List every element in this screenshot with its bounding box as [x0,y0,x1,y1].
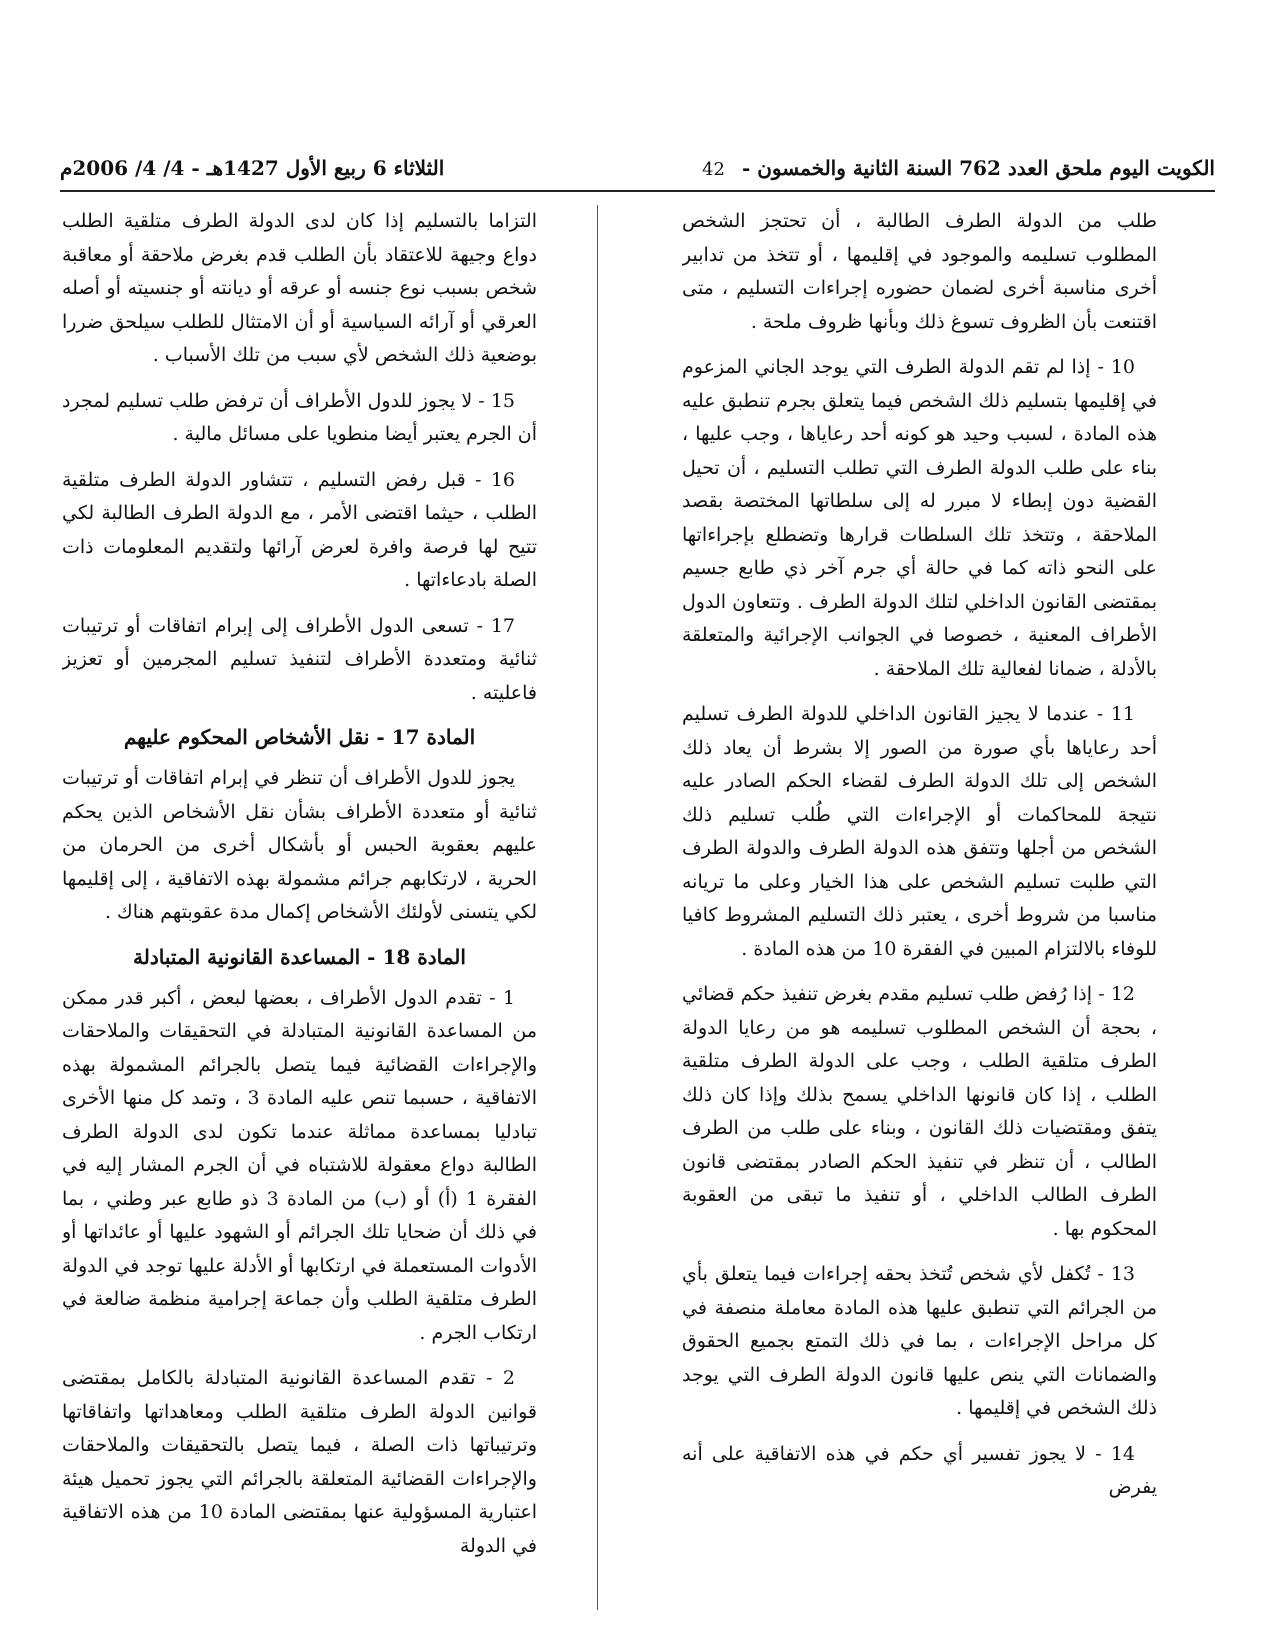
paragraph: 14 - لا يجوز تفسير أي حكم في هذه الاتفاقية على أنه يفرض [682,1442,1157,1498]
paragraph: يجوز للدول الأطراف أن تنظر في إبرام اتفاقات أو ترتيبات ثنائية أو متعددة الأطراف بشأن نقل الأشخاص الذين يحكم عليهم بعقوبة الحبس أو بأشكال أخرى من الحرمان من الحرية ، لارتكابهم جرائم مشمولة بهذه الاتفاقية ، إلى إقليمها لكي يتسنى لأولئك الأشخاص إكمال مدة عقوبتهم هناك . [62,767,537,923]
page-number: 42 [702,159,725,180]
paragraph: 15 - لا يجوز للدول الأطراف أن ترفض طلب تسليم لمجرد أن الجرم يعتبر أيضا منطويا على مسائل مالية . [62,389,537,445]
article-heading: المادة 18 - المساعدة القانونية المتبادلة [133,944,466,969]
header-publication-block [702,156,1215,180]
right-column [682,205,1157,1615]
column-divider [597,205,598,1610]
paragraph: طلب من الدولة الطرف الطالبة ، أن تحتجز الشخص المطلوب تسليمه والموجود في إقليمها ، أو تتخذ من تدابير أخرى مناسبة أخرى لضمان حضوره إجراءات التسليم ، متى اقتنعت بأن الظروف تسوغ ذلك وبأنها ظروف ملحة . [682,210,1157,333]
paragraph: 1 - تقدم الدول الأطراف ، بعضها لبعض ، أكبر قدر ممكن من المساعدة القانونية المتبادلة في التحقيقات والملاحقات والإجراءات القضائية فيما يتصل بالجرائم المشمولة بهذه الاتفاقية ، حسبما تنص عليه المادة 3 ، وتمد كل منها الأخرى تبادليا بمساعدة مماثلة عندما تكون لدى الدولة الطرف الطالبة دواع معقولة للاشتباه في أن الجرم المشار إليه في الفقرة 1 (أ) أو (ب) من المادة 3 ذو طابع عبر وطني ، بما في ذلك أن ضحايا تلك الجرائم أو الشهود عليها أو عائداتها أو الأدوات المستعملة في ارتكابها أو الأدلة عليها توجد في الدولة الطرف متلقية الطلب وأن جماعة إجرامية منظمة ضالعة في ارتكاب الجرم . [62,986,537,1344]
article-heading: المادة 17 - نقل الأشخاص المحكوم عليهم [123,725,476,749]
paragraph: 12 - إذا رُفض طلب تسليم مقدم بغرض تنفيذ حكم قضائي ، بحجة أن الشخص المطلوب تسليمه هو من رعايا الدولة الطرف متلقية الطلب ، وجب على الدولة الطرف متلقية الطلب ، إذا كان قانونها الداخلي يسمح بذلك وإذا كان ذلك يتفق ومقتضيات ذلك القانون ، وبناء على طلب من الطرف الطالب ، أن تنظر في تنفيذ الحكم الصادر بمقتضى قانون الطرف الطالب الداخلي ، أو تنفيذ ما تبقى من العقوبة المحكوم بها . [682,983,1157,1240]
header-publication: الكويت اليوم ملحق العدد 762 السنة الثانية والخمسون - [741,156,1215,180]
page-header [60,150,1215,192]
paragraph: التزاما بالتسليم إذا كان لدى الدولة الطرف متلقية الطلب دواع وجيهة للاعتقاد بأن الطلب قدم بغرض ملاحقة أو معاقبة شخص بسبب نوع جنسه أو عرقه أو ديانته أو جنسيته أو أصله العرقي أو آرائه السياسية أو أن الامتثال للطلب سيلحق ضررا بوضعية ذلك الشخص لأي سبب من تلك الأسباب . [62,210,537,366]
paragraph: 16 - قبل رفض التسليم ، تتشاور الدولة الطرف متلقية الطلب ، حيثما اقتضى الأمر ، مع الدولة الطرف الطالبة لكي تتيح لها فرصة وافرة لعرض آرائها ولتقديم المعلومات ذات الصلة بادعاءاتها . [62,468,537,591]
paragraph: 11 - عندما لا يجيز القانون الداخلي للدولة الطرف تسليم أحد رعاياها بأي صورة من الصور إلا بشرط أن يعاد ذلك الشخص إلى تلك الدولة الطرف لقضاء الحكم الصادر عليه نتيجة للمحاكمات أو الإجراءات التي طُلب تسليم ذلك الشخص من أجلها وتتفق هذه الدولة الطرف والدولة الطرف التي طلبت تسليم الشخص على هذا الخيار وعلى ما تريانه مناسبا من شروط أخرى ، يعتبر ذلك التسليم المشروط كافيا للوفاء بالالتزام المبين في الفقرة 10 من هذه المادة . [682,703,1157,960]
paragraph: 13 - تُكفل لأي شخص تُتخذ بحقه إجراءات فيما يتعلق بأي من الجرائم التي تنطبق عليها هذه المادة معاملة منصفة في كل مراحل الإجراءات ، بما في ذلك التمتع بجميع الحقوق والضمانات التي ينص عليها قانون الدولة الطرف التي يوجد ذلك الشخص في إقليمها . [682,1263,1157,1419]
header-date: الثلاثاء 6 ربيع الأول 1427هـ - 4/ 4/ 2006م [60,156,445,180]
paragraph: 10 - إذا لم تقم الدولة الطرف التي يوجد الجاني المزعوم في إقليمها بتسليم ذلك الشخص فيما يتعلق بجرم تنطبق عليه هذه المادة ، لسبب وحيد هو كونه أحد رعاياها ، وجب عليها ، بناء على طلب الدولة الطرف التي تطلب التسليم ، أن تحيل القضية دون إبطاء لا مبرر له إلى سلطاتها المختصة بقصد الملاحقة ، وتتخذ تلك السلطات قرارها وتضطلع بإجراءاتها على النحو ذاته كما في حالة أي جرم آخر ذي طابع جسيم بمقتضى القانون الداخلي لتلك الدولة الطرف . وتتعاون الدول الأطراف المعنية ، خصوصا في الجوانب الإجرائية والمتعلقة بالأدلة ، ضمانا لفعالية تلك الملاحقة . [682,356,1157,680]
left-column [62,205,537,1615]
paragraph: 17 - تسعى الدول الأطراف إلى إبرام اتفاقات أو ترتيبات ثنائية ومتعددة الأطراف لتنفيذ تسليم المجرمين أو تعزيز فاعليته . [62,614,537,704]
paragraph: 2 - تقدم المساعدة القانونية المتبادلة بالكامل بمقتضى قوانين الدولة الطرف متلقية الطلب ومعاهداتها واتفاقاتها وترتيباتها ذات الصلة ، فيما يتصل بالتحقيقات والملاحقات والإجراءات القضائية المتعلقة بالجرائم التي يجوز تحميل هيئة اعتبارية المسؤولية عنها بمقتضى المادة 10 من هذه الاتفاقية في الدولة [62,1367,537,1557]
